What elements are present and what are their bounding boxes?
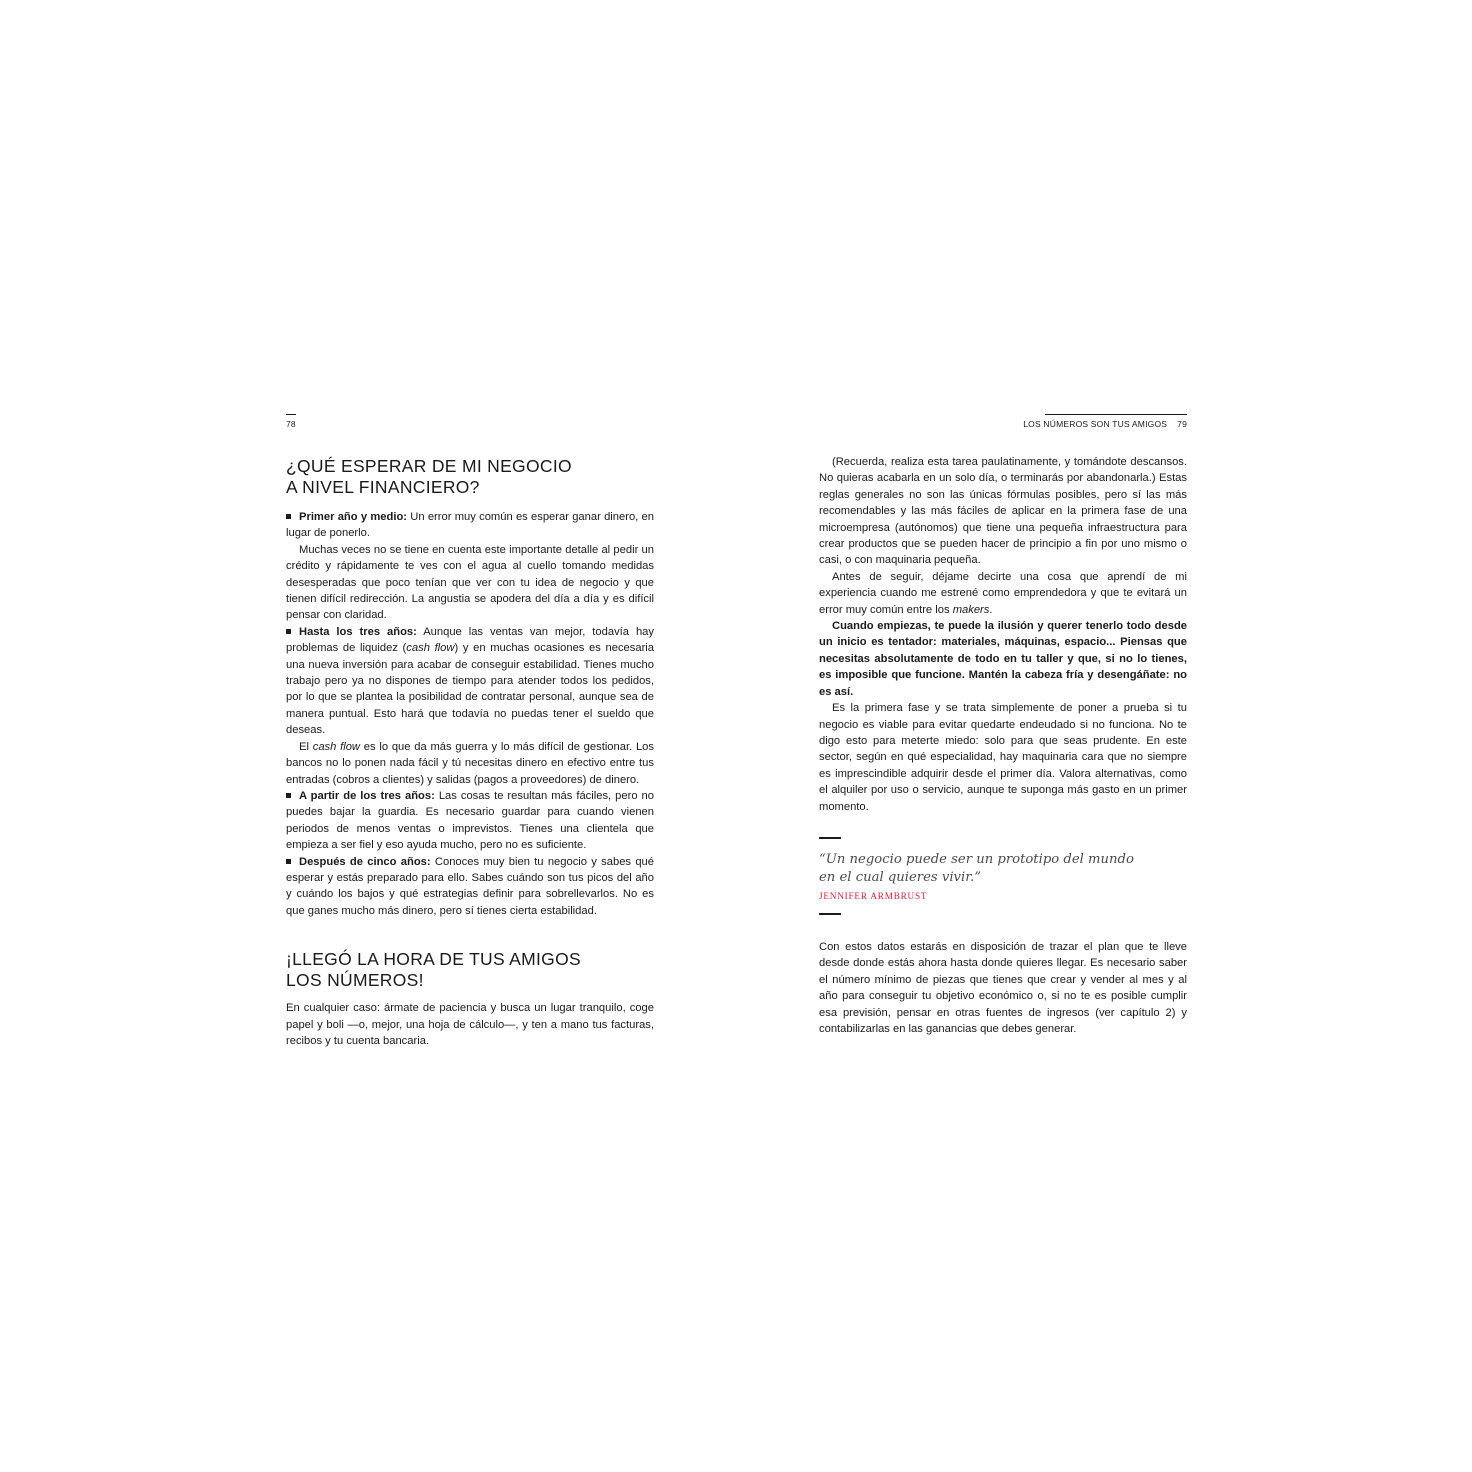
quote-line: en el cual quieres vivir.” — [819, 869, 982, 885]
right-page — [819, 414, 1187, 1037]
paragraph-text: El — [299, 740, 313, 753]
square-bullet-icon — [286, 859, 291, 864]
italic-term: cash flow — [406, 642, 455, 655]
bullet-paragraph — [286, 788, 654, 854]
folio-rule — [1045, 414, 1187, 415]
heading-line: A NIVEL FINANCIERO? — [286, 477, 480, 497]
paragraph-text: Las cosas te resultan más fáciles, pero no puedes bajar la guardia. Es necesario guardar para cuando vienen periodos de menos ventas o imprevistos. Tienes una clientela que empieza a ser fiel y eso ayuda mucho, pero no es suficiente. — [286, 789, 654, 852]
right-folio — [819, 414, 1187, 430]
paragraph-text: Antes de seguir, déjame decirte una cosa que aprendí de mi experiencia cuando me estrené como emprendedora y que te evitará un error muy común entre los — [819, 570, 1187, 616]
paragraph — [286, 739, 654, 788]
bullet-paragraph — [286, 624, 654, 739]
square-bullet-icon — [286, 629, 291, 634]
left-folio — [286, 414, 654, 430]
paragraph: Con estos datos estarás en disposición de trazar el plan que te lleve desde donde estás ahora hasta donde quieres llegar. Es necesario saber el número mínimo de piezas que tienes que crear y vender al mes y al año para conseguir tu objetivo económico o, si no te es posible cumplir esa previsión, pensar en otras fuentes de ingresos (ver capítulo 2) y contabilizarlas en las ganancias que debes generar. — [819, 940, 1187, 1035]
paragraph: Muchas veces no se tiene en cuenta este importante detalle al pedir un crédito y rápidamente te ves con el agua al cuello tomando medidas desesperadas que poco tenían que ver con tu idea de negocio y que tienen difícil redirección. La angustia se apodera del día a día y es difícil pensar con claridad. — [286, 543, 654, 622]
square-bullet-icon — [286, 514, 291, 519]
section-heading — [286, 456, 654, 498]
bullet-paragraph — [286, 509, 654, 542]
bullet-term: Primer año y medio: — [299, 511, 408, 523]
paragraph-text: ) y en muchas ocasiones es necesaria una nueva inversión para acabar de conseguir estabilidad. Tienes mucho trabajo pero ya no dispones de tiempo para atender todos los pedidos, por lo que se plantea la posibilidad de contratar personal, aunque sea de manera puntual. Esto hará que todavía no puedas tener el sueldo que deseas. — [286, 642, 655, 737]
italic-term: makers — [952, 603, 990, 616]
square-bullet-icon — [286, 793, 291, 798]
bold-text: Cuando empiezas, te puede la ilusión y querer tenerlo todo desde un inicio es tentador: materiales, máquinas, espacio... Piensas que necesitas absolutamente de todo en tu taller y que, si no lo tienes, es imposible que funcione. Mantén la cabeza fría y desengáñate: no es así. — [819, 620, 1187, 698]
bold-paragraph — [819, 618, 1187, 700]
paragraph-text: es lo que da más guerra y lo más difícil de gestionar. Los bancos no lo ponen nada fácil y tú necesitas dinero en efectivo entre tus entradas (cobros a clientes) y salidas (pagos a proveedores) de dinero. — [286, 740, 654, 786]
left-page — [286, 414, 654, 1049]
bullet-term: A partir de los tres años: — [299, 789, 435, 802]
section-heading — [286, 949, 654, 991]
italic-term: cash flow — [312, 740, 361, 753]
quote-author: JENNIFER ARMBRUST — [819, 890, 928, 901]
bullet-term: Hasta los tres años: — [299, 625, 417, 638]
running-head: LOS NÚMEROS SON TUS AMIGOS — [1023, 419, 1168, 429]
paragraph: Es la primera fase y se trata simplemente de poner a prueba si tu negocio es viable para evitar quedarte endeudado si no funciona. No te digo esto para meterte miedo: solo para que seas prudente. En este sector, según en qué especialidad, hay maquinaria cara que no siempre es imprescindible adquirir desde el primer día. Valora alternativas, como el alquiler por uso o servicio, aunque te suponga más gasto en un primer momento. — [819, 702, 1187, 813]
paragraph-text: Conoces muy bien tu negocio y sabes qué esperar y estás preparado para ello. Sabes cuándo son tus picos del año y cuándo los bajos y qué estrategias definir para sobrellevarlos. No es que ganes mucho más dinero, pero sí tienes cierta estabilidad. — [286, 855, 654, 917]
bullet-term: Después de cinco años: — [299, 855, 431, 868]
paragraph — [819, 569, 1187, 618]
bullet-paragraph — [286, 854, 654, 920]
paragraph-text: Aunque las ventas van mejor, todavía hay problemas de liquidez ( — [286, 625, 654, 655]
running-head-row — [1023, 419, 1187, 429]
quote-text — [819, 851, 1187, 887]
page-number: 79 — [1177, 419, 1187, 429]
paragraph-text: . — [989, 603, 993, 616]
paragraph: En cualquier caso: ármate de paciencia y busca un lugar tranquilo, coge papel y boli —o, mejor, una hoja de cálculo—, y ten a mano tus facturas, recibos y tu cuenta bancaria. — [286, 1002, 654, 1047]
heading-line: ¿QUÉ ESPERAR DE MI NEGOCIO — [286, 456, 572, 476]
page-number: 78 — [286, 419, 296, 429]
paragraph-text: Un error muy común es esperar ganar dinero, en lugar de ponerlo. — [286, 511, 654, 540]
quote-line: “Un negocio puede ser un prototipo del mundo — [819, 851, 1134, 867]
paragraph: (Recuerda, realiza esta tarea paulatinamente, y tomándote descansos. No quieras acabarla en un solo día, o terminarás por abandonarla.) Estas reglas generales no son las únicas fórmulas posibles, pero sí las más recomendables y las más fáciles de aplicar en la primera fase de una microempresa (autónomos) que tiene una pequeña infraestructura para crear productos que se pueden hacer de principio a fin por uno mismo o casi, o con maquinaria pequeña. — [819, 456, 1187, 567]
pull-quote — [819, 837, 1187, 915]
quote-rule-bottom — [819, 913, 841, 915]
quote-rule-top — [819, 837, 841, 839]
heading-line: ¡LLEGÓ LA HORA DE TUS AMIGOS — [286, 949, 581, 970]
right-body — [819, 454, 1187, 1037]
folio-rule — [286, 414, 296, 415]
heading-line: LOS NÚMEROS! — [286, 970, 424, 991]
